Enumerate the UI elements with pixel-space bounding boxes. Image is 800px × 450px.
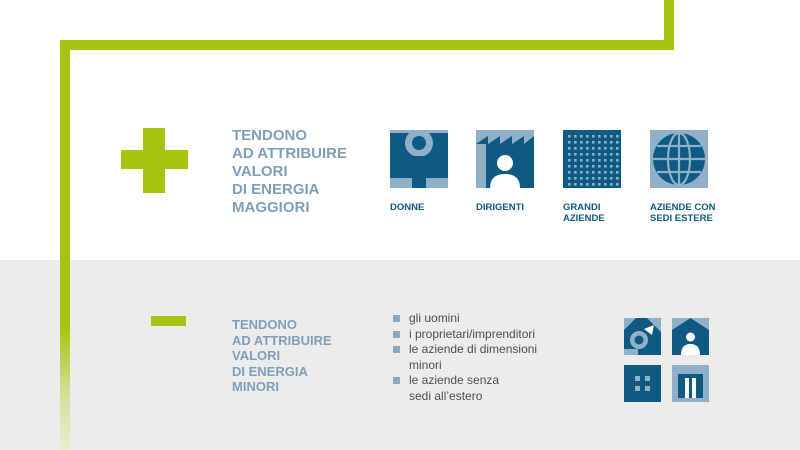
less-heading-line: MINORI (232, 379, 279, 394)
list-item-text: le aziende di dimensioni (409, 342, 538, 356)
more-heading-line: DI ENERGIA (232, 181, 320, 198)
caption-line: GRANDI (563, 202, 601, 213)
frame-left-line (60, 40, 70, 450)
caption-line: DIRIGENTI (476, 202, 525, 213)
less-heading-line: DI ENERGIA (232, 363, 308, 379)
caption-line: SEDI ESTERE (650, 213, 713, 224)
list-item (393, 327, 537, 343)
small-company-icon (624, 365, 661, 402)
caption-line: AZIENDE (563, 213, 605, 224)
card-grandi-aziende (563, 130, 621, 224)
card-dirigenti (476, 130, 534, 213)
more-heading (232, 127, 347, 217)
list-item (393, 342, 537, 373)
more-heading-line: AD ATTRIBUIRE (232, 145, 347, 162)
list-item (393, 373, 537, 404)
minus-icon (151, 316, 186, 326)
executive-factory-icon (476, 130, 534, 188)
globe-icon (650, 130, 708, 188)
less-heading-line: AD ATTRIBUIRE (232, 332, 332, 348)
caption-line: AZIENDE CON (650, 202, 716, 213)
list-item-text: gli uomini (409, 311, 460, 325)
list-item-text: sedi all’estero (409, 388, 483, 403)
local-building-icon (672, 365, 709, 402)
more-heading-line: MAGGIORI (232, 199, 310, 216)
list-item (393, 311, 537, 327)
list-item-text: i proprietari/imprenditori (409, 326, 536, 341)
frame-top-line (60, 40, 674, 50)
bullet-square-icon (393, 331, 400, 338)
frame-right-line (664, 0, 674, 50)
bullet-square-icon (393, 315, 400, 322)
card-caption (390, 202, 448, 213)
dot-grid-icon (563, 130, 621, 188)
card-donne (390, 130, 448, 213)
woman-symbol-icon (390, 130, 448, 188)
card-caption (563, 202, 621, 224)
more-heading-line: VALORI (232, 163, 288, 180)
card-caption (476, 202, 534, 213)
owner-house-icon (672, 318, 709, 355)
bullet-square-icon (393, 377, 400, 384)
more-heading-line: TENDONO (232, 127, 307, 144)
card-aziende-sedi-estere (650, 130, 716, 224)
card-caption (650, 202, 716, 224)
less-heading-line: TENDONO (232, 317, 297, 332)
bullet-square-icon (393, 346, 400, 353)
man-symbol-icon (624, 318, 661, 355)
less-heading (232, 317, 332, 395)
list-item-text: le aziende senza (409, 373, 500, 387)
less-bullet-list (393, 311, 537, 404)
caption-line: DONNE (390, 202, 425, 213)
list-item-text: minori (409, 357, 442, 372)
less-heading-line: VALORI (232, 348, 281, 363)
